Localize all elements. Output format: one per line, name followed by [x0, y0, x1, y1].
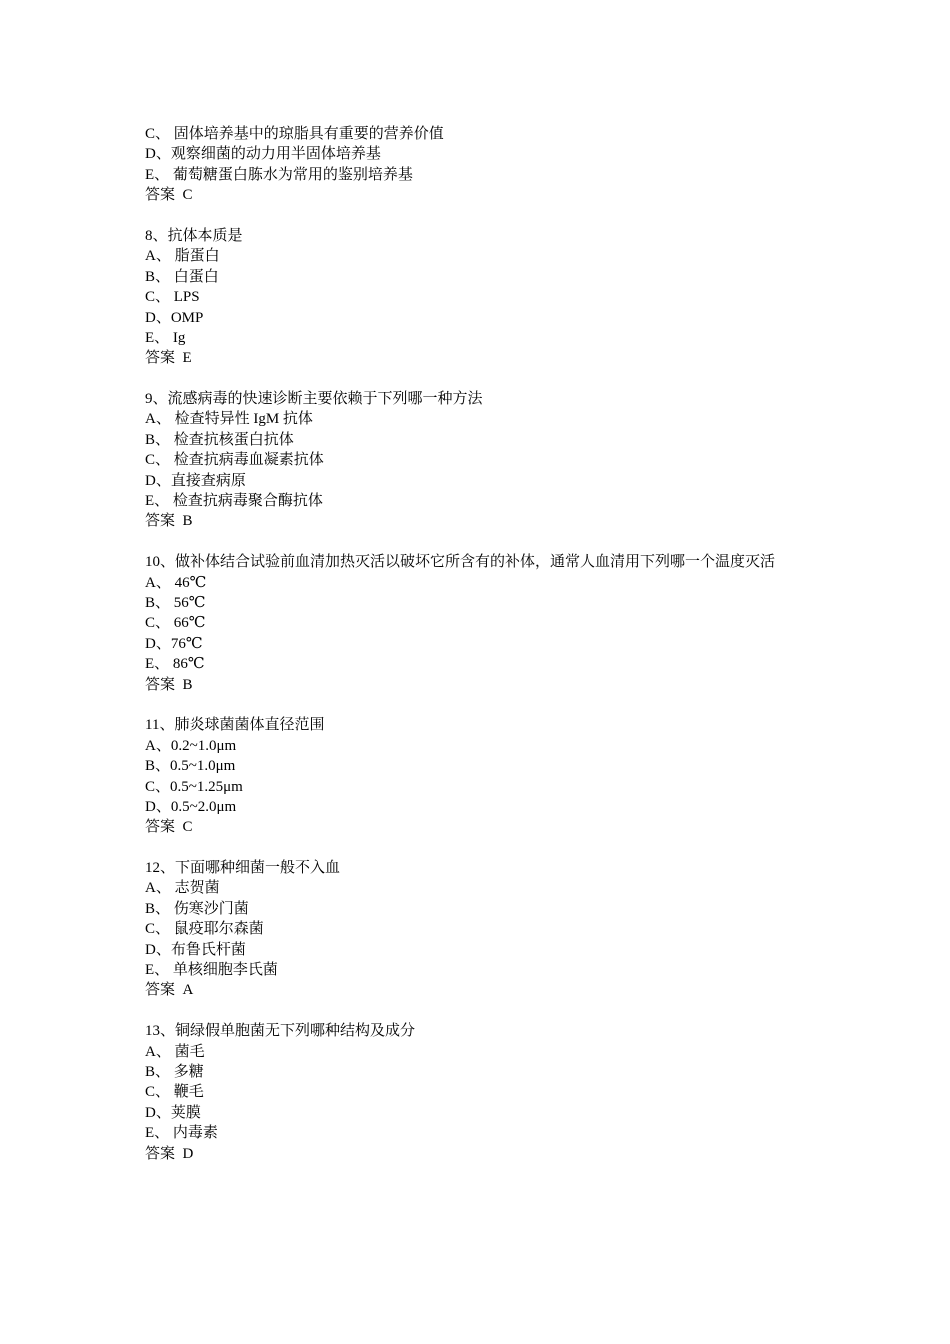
question-text: 8、抗体本质是 [145, 227, 243, 244]
question-block-12 [145, 858, 825, 1001]
option-d: D、荚膜 [145, 1104, 201, 1121]
question-block-7 [145, 124, 825, 206]
option-a: A、 46℃ [145, 574, 207, 591]
option-e: E、 86℃ [145, 656, 205, 673]
option-b: B、 白蛋白 [145, 268, 219, 285]
question-block-11 [145, 715, 825, 837]
answer-line: 答案 C [145, 187, 193, 204]
option-a: A、 菌毛 [145, 1043, 205, 1060]
option-d: D、直接查病原 [145, 472, 246, 489]
answer-line: 答案 B [145, 513, 193, 530]
option-b: B、 检查抗核蛋白抗体 [145, 431, 294, 448]
option-d: D、布鲁氏杆菌 [145, 941, 246, 958]
answer-line: 答案 E [145, 350, 192, 367]
question-block-10 [145, 552, 825, 695]
option-a: A、 脂蛋白 [145, 248, 220, 265]
option-e: E、 内毒素 [145, 1125, 218, 1142]
option-b: B、 伤寒沙门菌 [145, 900, 249, 917]
question-block-13 [145, 1021, 825, 1164]
option-d: D、观察细菌的动力用半固体培养基 [145, 146, 381, 163]
answer-line: 答案 B [145, 676, 193, 693]
question-block-9 [145, 389, 825, 532]
question-block-8 [145, 226, 825, 369]
answer-line: 答案 A [145, 982, 194, 999]
option-d: D、76℃ [145, 635, 203, 652]
option-c: C、 鼠疫耶尔森菌 [145, 921, 264, 938]
question-text: 12、下面哪种细菌一般不入血 [145, 860, 341, 877]
option-c: C、 检查抗病毒血凝素抗体 [145, 452, 324, 469]
option-c: C、 LPS [145, 289, 200, 306]
option-b: B、 56℃ [145, 595, 206, 611]
question-text: 10、做补体结合试验前血清加热灭活以破坏它所含有的补体，通常人血清用下列哪一个温度灭活 [145, 554, 776, 571]
option-c: C、 66℃ [145, 615, 206, 632]
option-a: A、 志贺菌 [145, 880, 220, 897]
document-page [145, 124, 825, 1164]
option-e: E、 单核细胞李氏菌 [145, 962, 278, 979]
question-text: 9、流感病毒的快速诊断主要依赖于下列哪一种方法 [145, 391, 483, 408]
option-e: E、 Ig [145, 329, 186, 346]
answer-line: 答案 D [145, 1145, 194, 1162]
option-a: A、0.2~1.0μm [145, 737, 237, 754]
option-e: E、 葡萄糖蛋白胨水为常用的鉴别培养基 [145, 166, 413, 183]
option-b: B、 多糖 [145, 1063, 204, 1080]
option-c: C、 固体培养基中的琼脂具有重要的营养价值 [145, 126, 444, 142]
question-text: 13、铜绿假单胞菌无下列哪种结构及成分 [145, 1023, 416, 1040]
option-d: D、0.5~2.0μm [145, 798, 237, 815]
option-b: B、0.5~1.0μm [145, 758, 236, 775]
option-a: A、 检查特异性 IgM 抗体 [145, 411, 313, 428]
option-d: D、OMP [145, 309, 204, 326]
question-text: 11、肺炎球菌菌体直径范围 [145, 717, 325, 734]
option-c: C、0.5~1.25μm [145, 778, 243, 795]
answer-line: 答案 C [145, 819, 193, 836]
option-c: C、 鞭毛 [145, 1084, 204, 1101]
option-e: E、 检查抗病毒聚合酶抗体 [145, 493, 323, 510]
